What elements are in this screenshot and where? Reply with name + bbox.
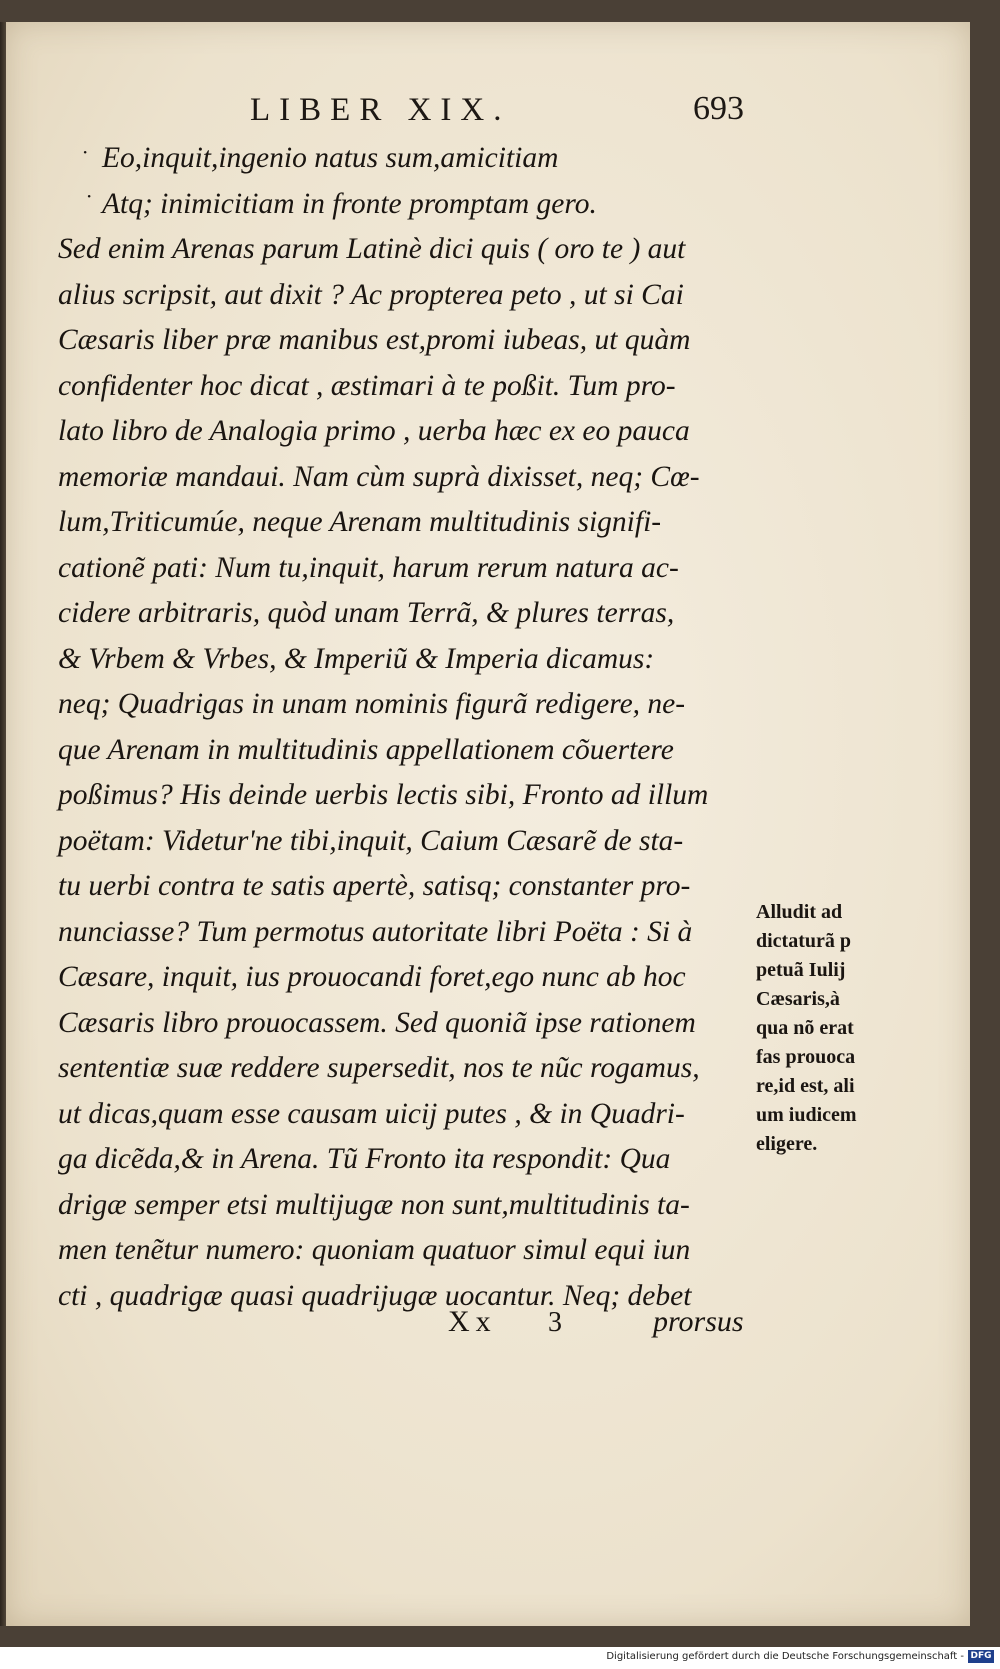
signature-mark: Xx bbox=[448, 1305, 497, 1338]
verse-marker: · bbox=[86, 184, 93, 208]
note-line: dictaturã p bbox=[756, 930, 851, 952]
text-line: que Arenam in multitudinis appellationem cõuertere bbox=[58, 733, 674, 766]
text-line: cidere arbitraris, quòd unam Terrã, & plures terras, bbox=[58, 597, 675, 629]
catchword: prorsus bbox=[653, 1305, 744, 1338]
text-line: tu uerbi contra te satis apertè, satisq; constanter pro- bbox=[58, 870, 691, 902]
note-line: Alludit ad bbox=[756, 901, 843, 923]
note-line: re,id est, ali bbox=[756, 1075, 855, 1097]
note-line: qua nõ erat bbox=[756, 1017, 854, 1039]
text-line: drigæ semper etsi multijugæ non sunt,multitudinis ta- bbox=[58, 1188, 690, 1221]
text-line: Cæsaris libro prouocassem. Sed quoniã ipse rationem bbox=[58, 1006, 696, 1039]
credit-text: Digitalisierung gefördert durch die Deutsche Forschungsgemeinschaft - bbox=[606, 1651, 964, 1662]
text-line: poßimus? His deinde uerbis lectis sibi, Fronto ad illum bbox=[58, 779, 709, 811]
marginal-note bbox=[756, 898, 916, 1159]
text-line: alius scripsit, aut dixit ? Ac propterea peto , ut si Cai bbox=[58, 278, 684, 311]
text-line: & Vrbem & Vrbes, & Imperiũ & Imperia dicamus: bbox=[58, 642, 655, 675]
text-line: sententiæ suæ reddere supersedit, nos te nũc rogamus, bbox=[58, 1052, 700, 1084]
text-line: nunciasse? Tum permotus autoritate libri Poëta : Si à bbox=[58, 915, 693, 948]
text-line: Sed enim Arenas parum Latinè dici quis ( oro te ) aut bbox=[58, 233, 686, 265]
text-line: cti , quadrigæ quasi quadrijugæ uocantur. Neq; debet bbox=[58, 1279, 692, 1312]
note-line: fas prouoca bbox=[756, 1046, 856, 1068]
text-line: memoriæ mandaui. Nam cùm suprà dixisset, neq; Cœ- bbox=[58, 460, 700, 493]
text-line: men tenẽtur numero: quoniam quatuor simul equi iun bbox=[58, 1234, 691, 1266]
text-line: Cæsaris liber præ manibus est,promi iubeas, ut quàm bbox=[58, 324, 691, 356]
text-line: confidenter hoc dicat , æstimari à te poßit. Tum pro- bbox=[58, 369, 676, 402]
text-line: ut dicas,quam esse causam uicij putes , & in Quadri- bbox=[58, 1097, 685, 1130]
note-line: um iudicem bbox=[756, 1104, 857, 1126]
page-number: 693 bbox=[693, 90, 744, 127]
text-line: lum,Triticumúe, neque Arenam multitudinis signifi- bbox=[58, 506, 662, 538]
text-line: lato libro de Analogia primo , uerba hæc ex eo pauca bbox=[58, 415, 690, 447]
signature-number: 3 bbox=[548, 1307, 562, 1338]
running-head: LIBER XIX. bbox=[250, 92, 511, 128]
text-line: neq; Quadrigas in unam nominis figurã redigere, ne- bbox=[58, 688, 686, 720]
dfg-logo: DFG bbox=[968, 1650, 994, 1663]
body-text bbox=[58, 136, 748, 1319]
text-line: Cæsare, inquit, ius prouocandi foret,ego nunc ab hoc bbox=[58, 961, 686, 993]
text-line: poëtam: Videtur'ne tibi,inquit, Caium Cæsarẽ de sta- bbox=[58, 824, 684, 857]
note-line: eligere. bbox=[756, 1133, 818, 1155]
note-line: petuã Iulij bbox=[756, 959, 846, 981]
text-line: cationẽ pati: Num tu,inquit, harum rerum natura ac- bbox=[58, 551, 679, 584]
text-line: ga dicẽda,& in Arena. Tũ Fronto ita respondit: Qua bbox=[58, 1143, 671, 1175]
text-line: Eo,inquit,ingenio natus sum,amicitiam bbox=[102, 142, 559, 174]
note-line: Cæsaris,à bbox=[756, 988, 840, 1010]
text-line: Atq; inimicitiam in fronte promptam gero. bbox=[102, 187, 597, 220]
verse-marker: · bbox=[82, 140, 89, 164]
